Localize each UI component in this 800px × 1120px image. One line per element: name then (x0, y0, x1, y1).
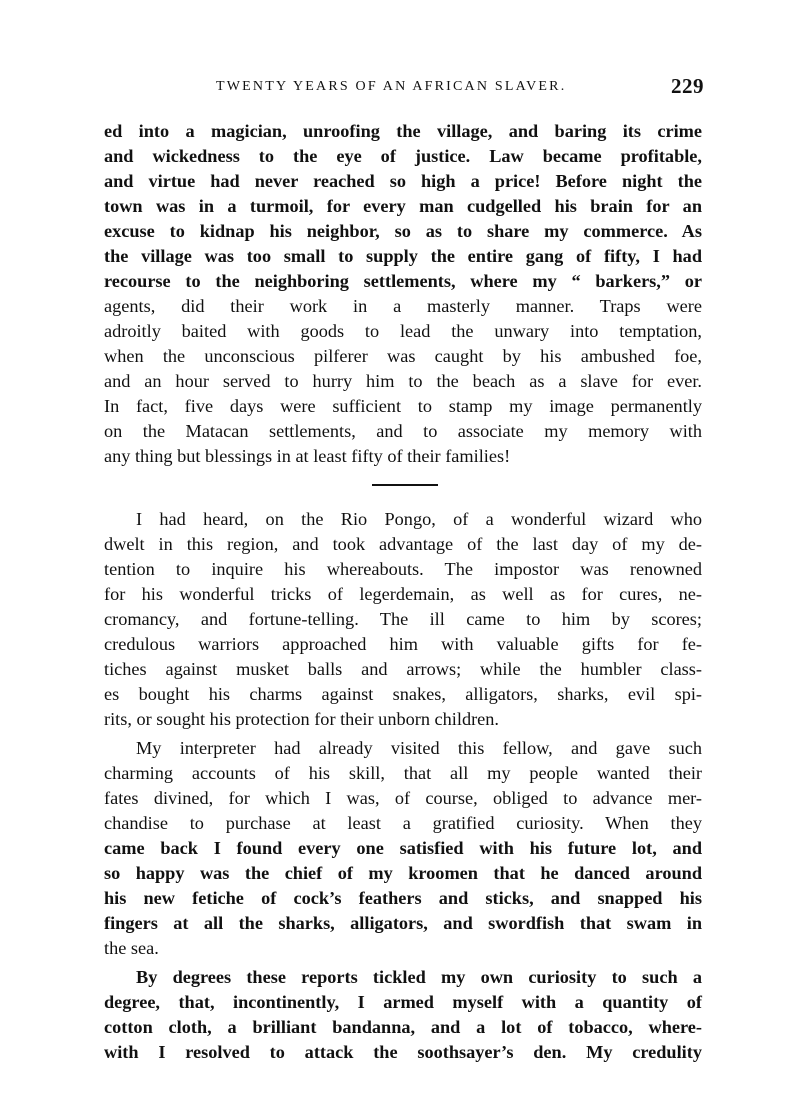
text-line: his new fetiche of cock’s feathers and sticks, and snapped his (104, 888, 702, 908)
text-line: excuse to kidnap his neighbor, so as to share my commerce. As (104, 221, 702, 241)
text-line: In fact, five days were sufficient to stamp my image permanently (104, 396, 702, 416)
text-line: and wickedness to the eye of justice. Law became profitable, (104, 146, 702, 166)
text-line: cromancy, and fortune-telling. The ill came to him by scores; (104, 609, 702, 629)
text-line: and virtue had never reached so high a price! Before night the (104, 171, 702, 191)
text-line: By degrees these reports tickled my own curiosity to such a (136, 967, 702, 987)
text-line: agents, did their work in a masterly manner. Traps were (104, 296, 702, 316)
text-line: tiches against musket balls and arrows; while the humbler class- (104, 659, 702, 679)
text-line: cotton cloth, a brilliant bandanna, and a lot of tobacco, where- (104, 1017, 702, 1037)
text-line: adroitly baited with goods to lead the unwary into temptation, (104, 321, 702, 341)
text-line: tention to inquire his whereabouts. The impostor was renowned (104, 559, 702, 579)
text-line: dwelt in this region, and took advantage of the last day of my de- (104, 534, 702, 554)
text-line: es bought his charms against snakes, alligators, sharks, evil spi- (104, 684, 702, 704)
text-line: on the Matacan settlements, and to associate my memory with (104, 421, 702, 441)
text-line: recourse to the neighboring settlements, where my “ barkers,” or (104, 271, 702, 291)
text-line: any thing but blessings in at least fifty of their families! (104, 446, 511, 466)
text-line: the sea. (104, 938, 159, 958)
text-line: came back I found every one satisfied with his future lot, and (104, 838, 702, 858)
text-line: fingers at all the sharks, alligators, and swordfish that swam in (104, 913, 702, 933)
text-line: degree, that, incontinently, I armed myself with a quantity of (104, 992, 702, 1012)
text-line: when the unconscious pilferer was caught by his ambushed foe, (104, 346, 702, 366)
text-line: so happy was the chief of my kroomen that he danced around (104, 863, 702, 883)
text-line: credulous warriors approached him with valuable gifts for fe- (104, 634, 702, 654)
text-line: with I resolved to attack the soothsayer’s den. My credulity (104, 1042, 702, 1062)
text-line: chandise to purchase at least a gratified curiosity. When they (104, 813, 702, 833)
page-number: 229 (671, 74, 704, 98)
text-line: for his wonderful tricks of legerdemain, as well as for cures, ne- (104, 584, 702, 604)
text-line: I had heard, on the Rio Pongo, of a wonderful wizard who (136, 509, 702, 529)
text-line: fates divined, for which I was, of course, obliged to advance mer- (104, 788, 702, 808)
running-header (104, 76, 704, 102)
text-line: ed into a magician, unroofing the village, and baring its crime (104, 121, 702, 141)
running-title: TWENTY YEARS OF AN AFRICAN SLAVER. (216, 79, 567, 94)
text-line: rits, or sought his protection for their unborn children. (104, 709, 500, 729)
text-line: My interpreter had already visited this fellow, and gave such (136, 738, 702, 758)
section-divider (372, 484, 438, 486)
text-line: and an hour served to hurry him to the beach as a slave for ever. (104, 371, 702, 391)
text-line: the village was too small to supply the entire gang of fifty, I had (104, 246, 702, 266)
text-line: charming accounts of his skill, that all my people wanted their (104, 763, 702, 783)
text-line: town was in a turmoil, for every man cudgelled his brain for an (104, 196, 702, 216)
